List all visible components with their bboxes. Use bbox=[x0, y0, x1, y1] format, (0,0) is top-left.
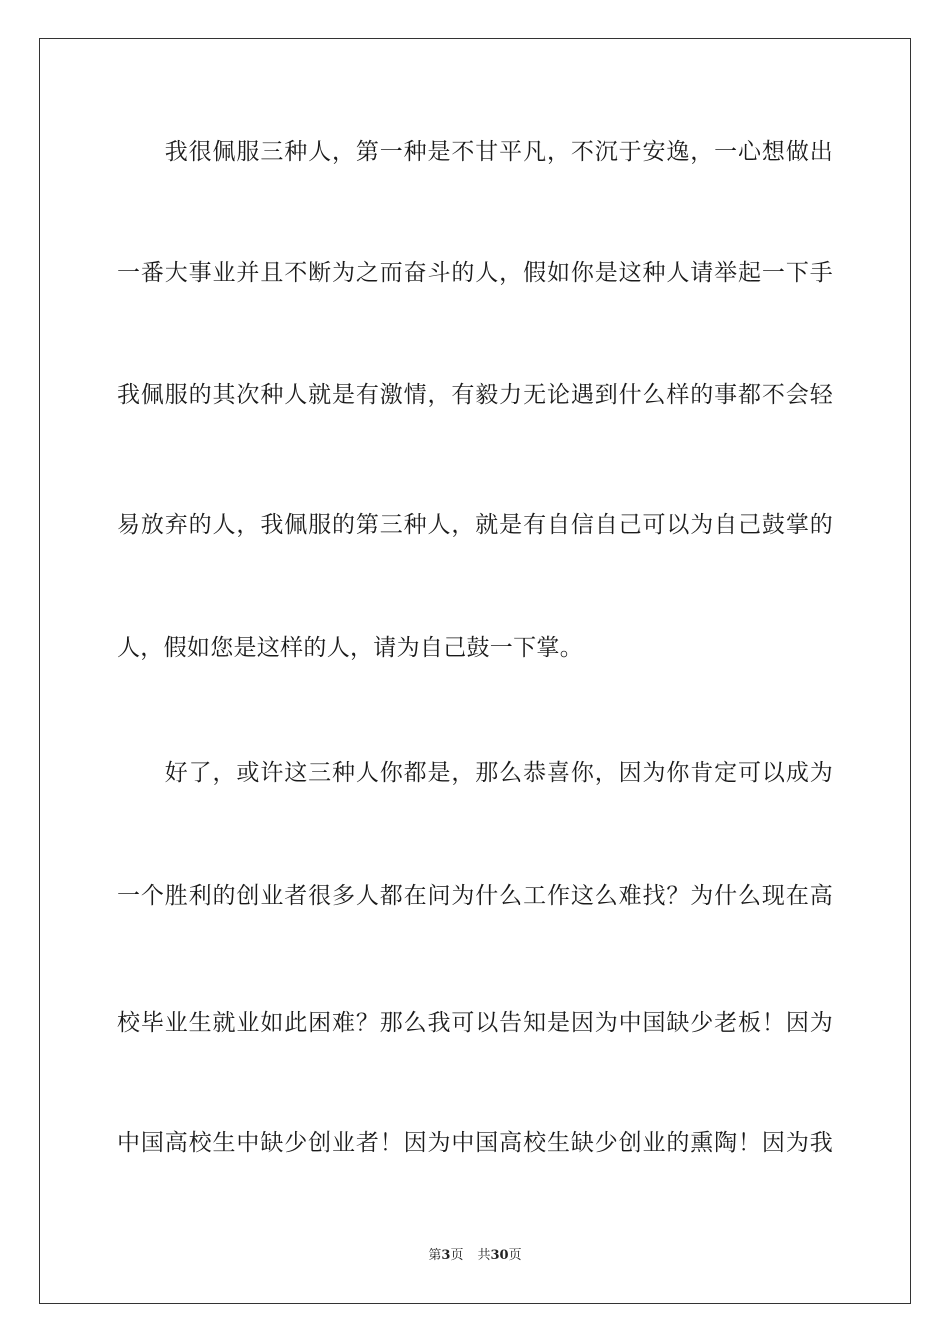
page-label-suffix: 页 bbox=[450, 1248, 464, 1263]
text-line: 易放弃的人，我佩服的第三种人，就是有自信自己可以为自己鼓掌的 bbox=[117, 512, 833, 538]
text-line: 一个胜利的创业者很多人都在问为什么工作这么难找？为什么现在高 bbox=[117, 883, 833, 909]
text-line: 人，假如您是这样的人，请为自己鼓一下掌。 bbox=[117, 635, 583, 661]
text-line: 我佩服的其次种人就是有激情，有毅力无论遇到什么样的事都不会轻 bbox=[117, 382, 833, 408]
text-line: 校毕业生就业如此困难？那么我可以告知是因为中国缺少老板！因为 bbox=[117, 1010, 833, 1036]
total-label-prefix: 共 bbox=[477, 1248, 491, 1263]
page-border bbox=[39, 38, 911, 1304]
page-number: 3 bbox=[441, 1248, 451, 1263]
page-footer bbox=[0, 1247, 950, 1265]
page-label-prefix: 第 bbox=[428, 1248, 442, 1263]
total-label-suffix: 页 bbox=[508, 1248, 522, 1263]
text-line: 我很佩服三种人，第一种是不甘平凡，不沉于安逸，一心想做出 bbox=[117, 139, 833, 165]
text-line: 中国高校生中缺少创业者！因为中国高校生缺少创业的熏陶！因为我 bbox=[117, 1130, 833, 1156]
text-line: 好了，或许这三种人你都是，那么恭喜你，因为你肯定可以成为 bbox=[117, 760, 833, 786]
total-pages: 30 bbox=[490, 1248, 509, 1263]
text-line: 一番大事业并且不断为之而奋斗的人，假如你是这种人请举起一下手 bbox=[117, 260, 833, 286]
